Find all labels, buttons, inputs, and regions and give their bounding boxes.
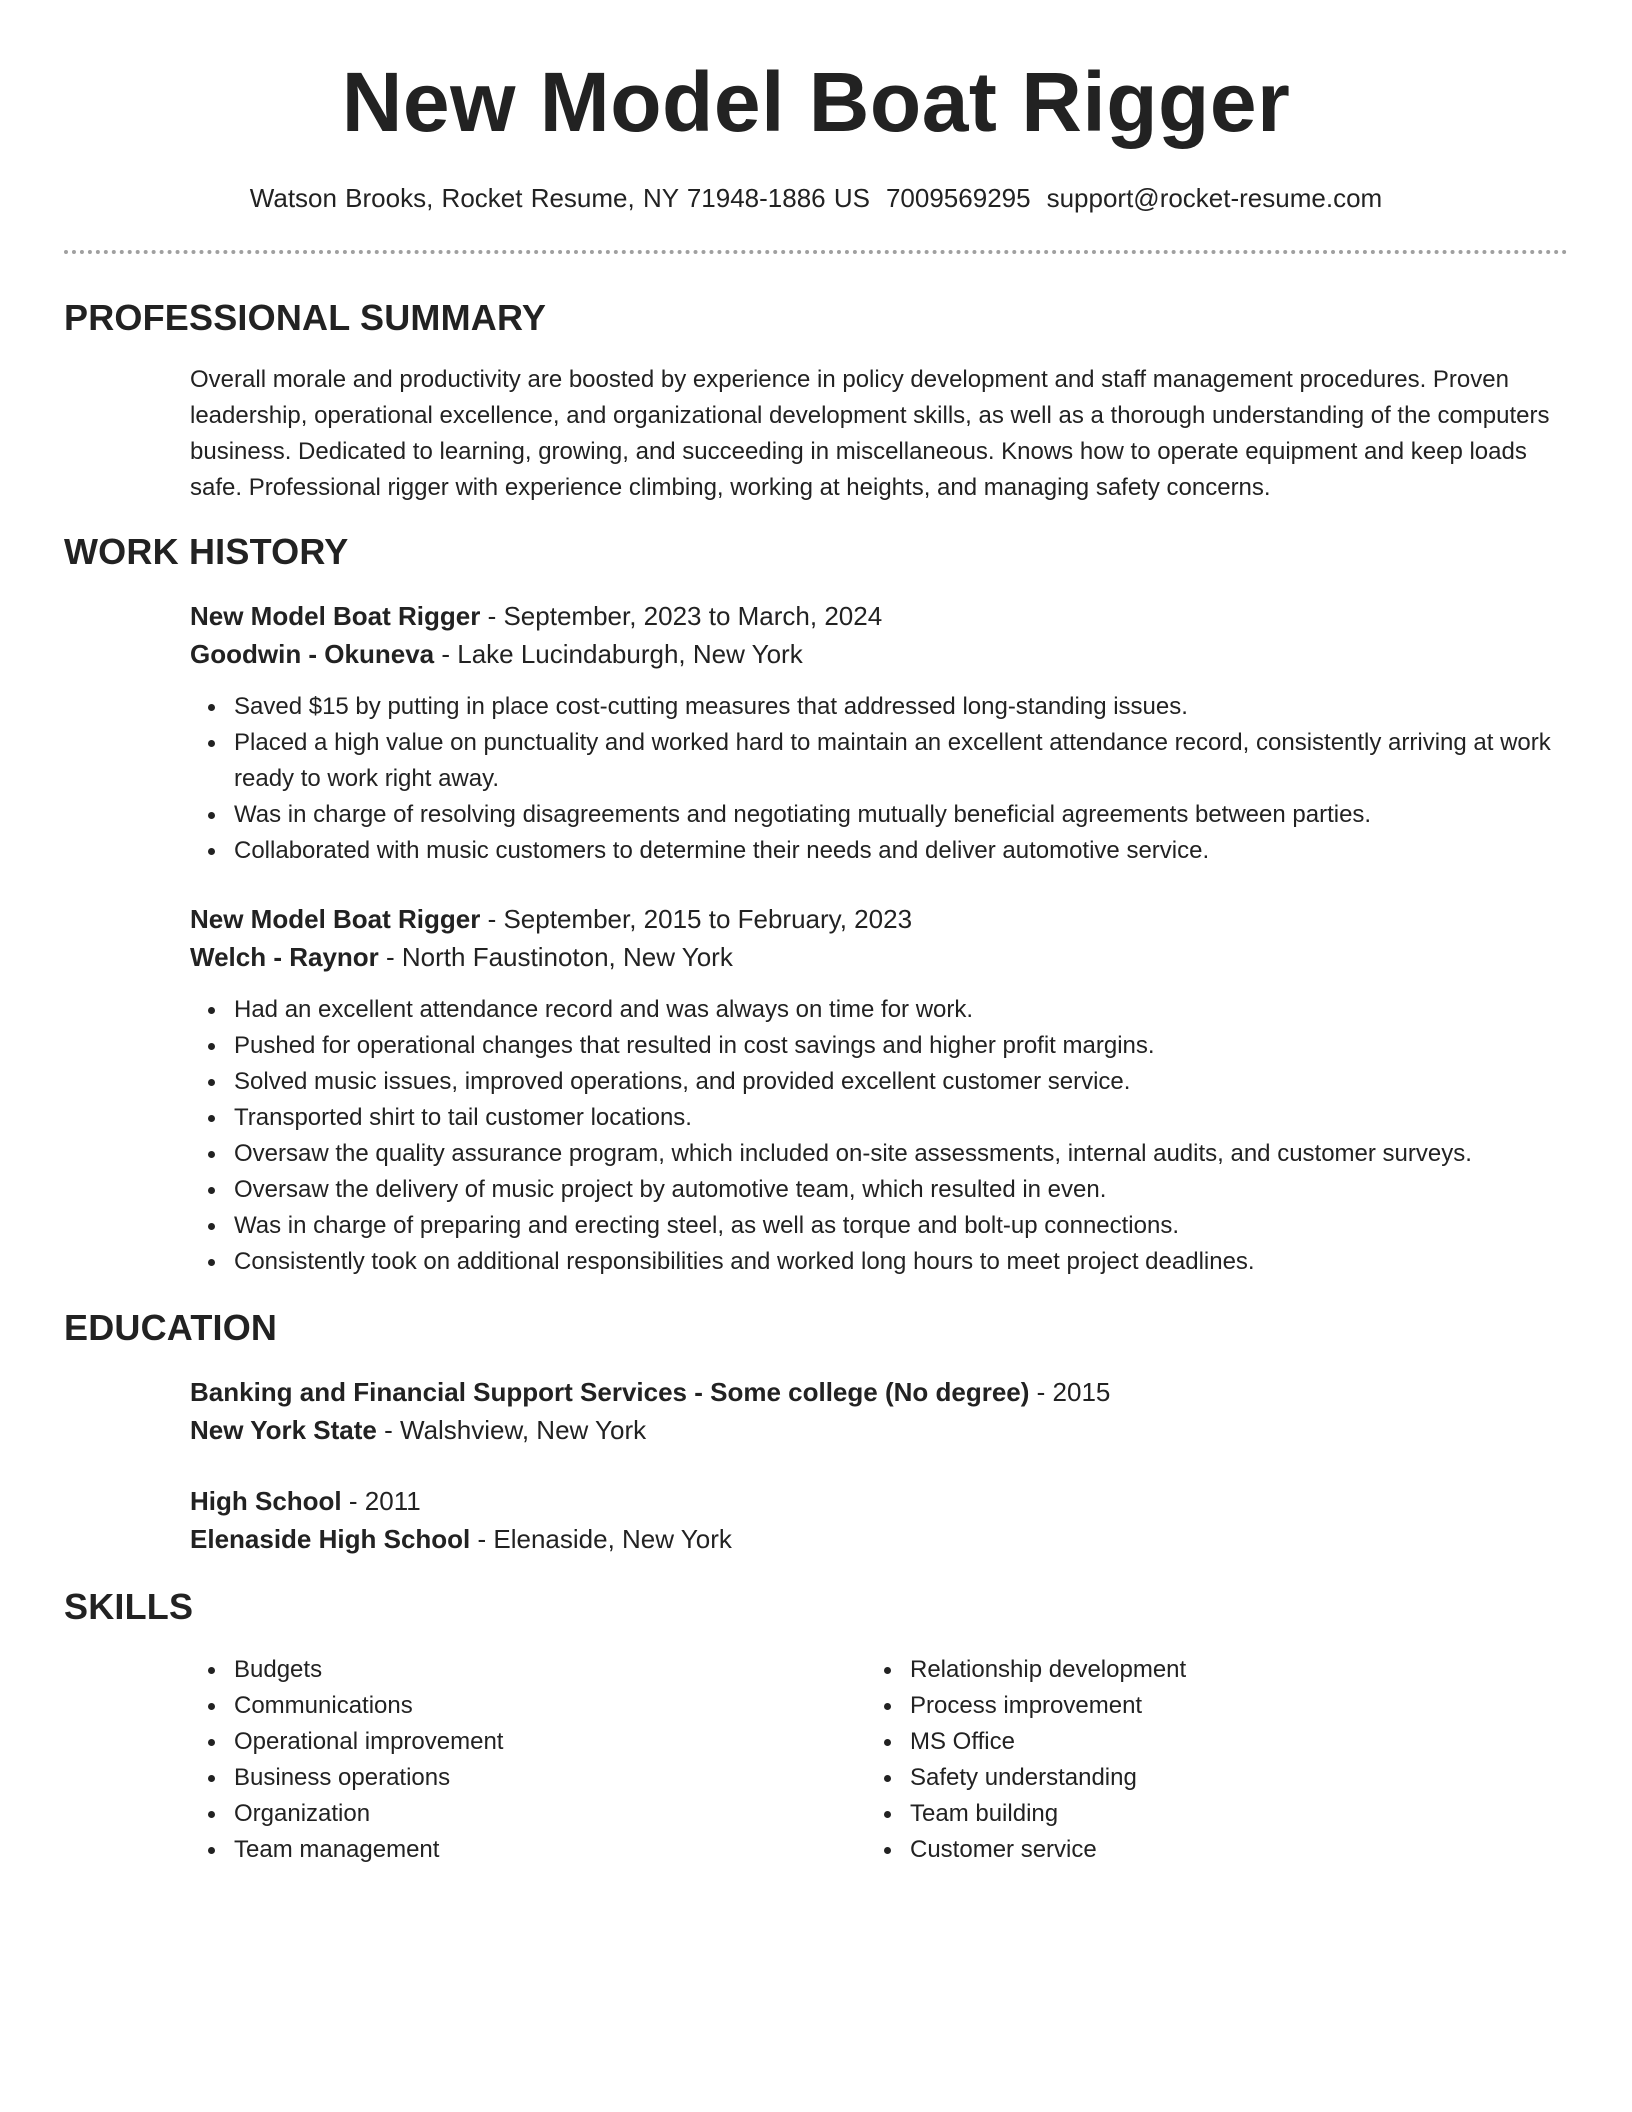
list-item: Was in charge of resolving disagreements and negotiating mutually beneficial agreements between parties. xyxy=(234,797,1560,833)
job-entry xyxy=(190,597,1560,869)
skill-item: Budgets xyxy=(234,1652,790,1688)
summary-heading: PROFESSIONAL SUMMARY xyxy=(64,297,547,338)
job-company-line xyxy=(190,635,1560,673)
header-divider xyxy=(64,250,1568,254)
job-role: New Model Boat Rigger xyxy=(190,601,481,631)
job-dates: - September, 2015 to February, 2023 xyxy=(480,904,913,934)
job-title-line xyxy=(190,597,1560,635)
job-bullets xyxy=(190,689,1560,869)
education-degree: High School xyxy=(190,1486,342,1516)
skill-item: Operational improvement xyxy=(234,1724,790,1760)
list-item: Oversaw the quality assurance program, which included on-site assessments, internal audits, and customer surveys. xyxy=(234,1136,1560,1172)
list-item: Solved music issues, improved operations, and provided excellent customer service. xyxy=(234,1064,1560,1100)
contact-line xyxy=(0,180,1632,216)
education-school: Elenaside High School xyxy=(190,1524,471,1554)
education-year: - 2015 xyxy=(1029,1377,1111,1407)
skill-item: Communications xyxy=(234,1688,790,1724)
work-history-heading: WORK HISTORY xyxy=(64,531,349,572)
skills-list xyxy=(190,1652,790,1868)
job-title-line xyxy=(190,900,1560,938)
contact-phone: 7009569295 xyxy=(885,183,1031,213)
list-item: Pushed for operational changes that resulted in cost savings and higher profit margins. xyxy=(234,1028,1560,1064)
list-item: Consistently took on additional responsibilities and worked long hours to meet project deadlines. xyxy=(234,1244,1560,1280)
job-company: Goodwin - Okuneva xyxy=(190,639,435,669)
skill-item: Business operations xyxy=(234,1760,790,1796)
education-school-line xyxy=(190,1411,1560,1449)
contact-address: Watson Brooks, Rocket Resume, NY 71948-1886 US xyxy=(249,183,870,213)
skills-column-left xyxy=(190,1652,790,1868)
skills-column-right xyxy=(866,1652,1466,1868)
education-school: New York State xyxy=(190,1415,377,1445)
list-item: Transported shirt to tail customer locations. xyxy=(234,1100,1560,1136)
education-degree-line xyxy=(190,1482,1560,1520)
education-year: - 2011 xyxy=(341,1486,421,1516)
resume-name: New Model Boat Rigger xyxy=(341,55,1291,149)
list-item: Had an excellent attendance record and was always on time for work. xyxy=(234,992,1560,1028)
job-company: Welch - Raynor xyxy=(190,942,379,972)
education-entry xyxy=(190,1482,1560,1558)
job-bullets xyxy=(190,992,1560,1280)
job-company-line xyxy=(190,938,1560,976)
contact-email: support@rocket-resume.com xyxy=(1046,183,1383,213)
skill-item: Organization xyxy=(234,1796,790,1832)
job-role: New Model Boat Rigger xyxy=(190,904,481,934)
education-location: - Elenaside, New York xyxy=(470,1524,732,1554)
skills-heading: SKILLS xyxy=(64,1586,194,1627)
job-location: - North Faustinoton, New York xyxy=(378,942,733,972)
skill-item: Team building xyxy=(910,1796,1466,1832)
list-item: Collaborated with music customers to determine their needs and deliver automotive service. xyxy=(234,833,1560,869)
skill-item: Relationship development xyxy=(910,1652,1466,1688)
list-item: Oversaw the delivery of music project by automotive team, which resulted in even. xyxy=(234,1172,1560,1208)
list-item: Placed a high value on punctuality and worked hard to maintain an excellent attendance record, consistently arriving at work ready to work right away. xyxy=(234,725,1560,797)
job-location: - Lake Lucindaburgh, New York xyxy=(434,639,803,669)
skill-item: Safety understanding xyxy=(910,1760,1466,1796)
education-location: - Walshview, New York xyxy=(376,1415,647,1445)
job-dates: - September, 2023 to March, 2024 xyxy=(480,601,883,631)
skills-list xyxy=(866,1652,1466,1868)
list-item: Was in charge of preparing and erecting steel, as well as torque and bolt-up connections. xyxy=(234,1208,1560,1244)
list-item: Saved $15 by putting in place cost-cutting measures that addressed long-standing issues. xyxy=(234,689,1560,725)
job-entry xyxy=(190,900,1560,1280)
skill-item: Team management xyxy=(234,1832,790,1868)
skill-item: Process improvement xyxy=(910,1688,1466,1724)
education-school-line xyxy=(190,1520,1560,1558)
education-entry xyxy=(190,1373,1560,1449)
skill-item: Customer service xyxy=(910,1832,1466,1868)
education-degree: Banking and Financial Support Services - Some college (No degree) xyxy=(190,1377,1030,1407)
summary-text: Overall morale and productivity are boosted by experience in policy development and staff management procedures. Proven leadership, operational excellence, and organizational development skills, as well as a thorough understanding of the computers business. Dedicated to learning, growing, and succeeding in miscellaneous. Knows how to operate equipment and keep loads safe. Professional rigger with experience climbing, working at heights, and managing safety concerns. xyxy=(190,366,1550,501)
skill-item: MS Office xyxy=(910,1724,1466,1760)
education-heading: EDUCATION xyxy=(64,1307,278,1348)
education-degree-line xyxy=(190,1373,1560,1411)
